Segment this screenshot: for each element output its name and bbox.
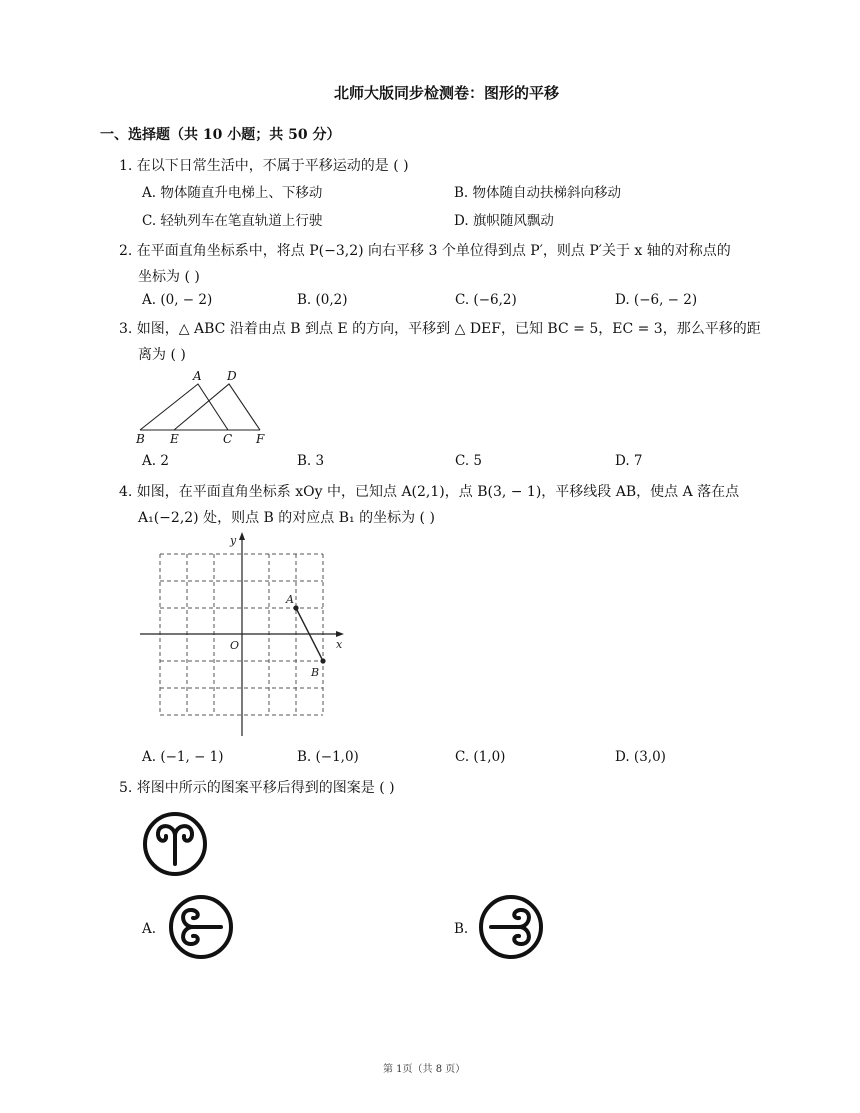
question-4-option-a: A. (−1, − 1)	[142, 749, 224, 765]
question-4-stem-line-1: 4. 如图，在平面直角坐标系 xOy 中，已知点 A(2,1)，点 B(3, − 1)，平移线段 AB，使点 A 落在点	[119, 484, 740, 500]
question-3-option-a: A. 2	[142, 453, 169, 469]
question-4-stem-line-2: A₁(−2,2) 处，则点 B 的对应点 B₁ 的坐标为 ( )	[138, 510, 435, 526]
question-2-stem-line-2: 坐标为 ( )	[138, 269, 200, 285]
question-3-stem-line-1: 3. 如图，△ ABC 沿着由点 B 到点 E 的方向，平移到 △ DEF，已知 BC = 5，EC = 3，那么平移的距	[119, 321, 761, 337]
label-d: D	[227, 369, 237, 383]
point-a	[293, 605, 298, 610]
question-5-stem: 5. 将图中所示的图案平移后得到的图案是 ( )	[119, 780, 395, 796]
question-3-option-b: B. 3	[297, 453, 325, 469]
question-2-option-a: A. (0, − 2)	[142, 292, 213, 308]
question-3-option-c: C. 5	[455, 453, 483, 469]
label-b: B	[136, 432, 145, 446]
label-e: E	[170, 432, 179, 446]
triangle-abc	[140, 384, 228, 430]
question-3-option-d: D. 7	[615, 453, 643, 469]
question-1-option-b: B. 物体随自动扶梯斜向移动	[454, 185, 622, 201]
x-axis-label: x	[336, 638, 343, 651]
question-1-option-d: D. 旗帜随风飘动	[454, 213, 554, 229]
y-axis-label: y	[230, 534, 237, 547]
question-2-stem-line-1: 2. 在平面直角坐标系中，将点 P(−3,2) 向右平移 3 个单位得到点 P′，则点 P′关于 x 轴的对称点的	[119, 243, 731, 259]
coordinate-grid-figure	[140, 530, 355, 740]
aries-symbol-rotated-right	[477, 893, 545, 961]
question-1-stem: 1. 在以下日常生活中，不属于平移运动的是 ( )	[119, 158, 409, 174]
page-footer: 第 1页（共 8 页）	[383, 1064, 466, 1075]
question-4-option-d: D. (3,0)	[615, 749, 666, 765]
origin-label: O	[230, 639, 240, 652]
section-heading: 一、选择题（共 10 小题；共 50 分）	[100, 127, 341, 143]
question-5-option-b: B.	[454, 921, 469, 937]
point-b-label: B	[311, 666, 320, 679]
question-1-option-a: A. 物体随直升电梯上、下移动	[142, 185, 323, 201]
question-2-option-d: D. (−6, − 2)	[615, 292, 698, 308]
question-4-option-c: C. (1,0)	[455, 749, 506, 765]
aries-symbol-rotated-left	[167, 893, 235, 961]
y-axis-arrow	[239, 532, 245, 540]
x-axis-arrow	[336, 631, 344, 637]
label-a: A	[193, 369, 202, 383]
point-b	[320, 658, 325, 663]
page-title: 北师大版同步检测卷：图形的平移	[334, 84, 560, 102]
label-f: F	[256, 432, 265, 446]
question-2-option-b: B. (0,2)	[297, 292, 348, 308]
triangle-translation-figure	[130, 368, 280, 448]
question-4-option-b: B. (−1,0)	[297, 749, 359, 765]
point-a-label: A	[286, 593, 294, 606]
label-c: C	[223, 432, 233, 446]
question-2-option-c: C. (−6,2)	[455, 292, 517, 308]
triangle-def	[174, 384, 260, 430]
question-1-option-c: C. 轻轨列车在笔直轨道上行驶	[142, 213, 323, 229]
question-5-option-a: A.	[142, 921, 157, 937]
aries-symbol-original	[141, 810, 209, 878]
question-3-stem-line-2: 离为 ( )	[138, 347, 186, 363]
